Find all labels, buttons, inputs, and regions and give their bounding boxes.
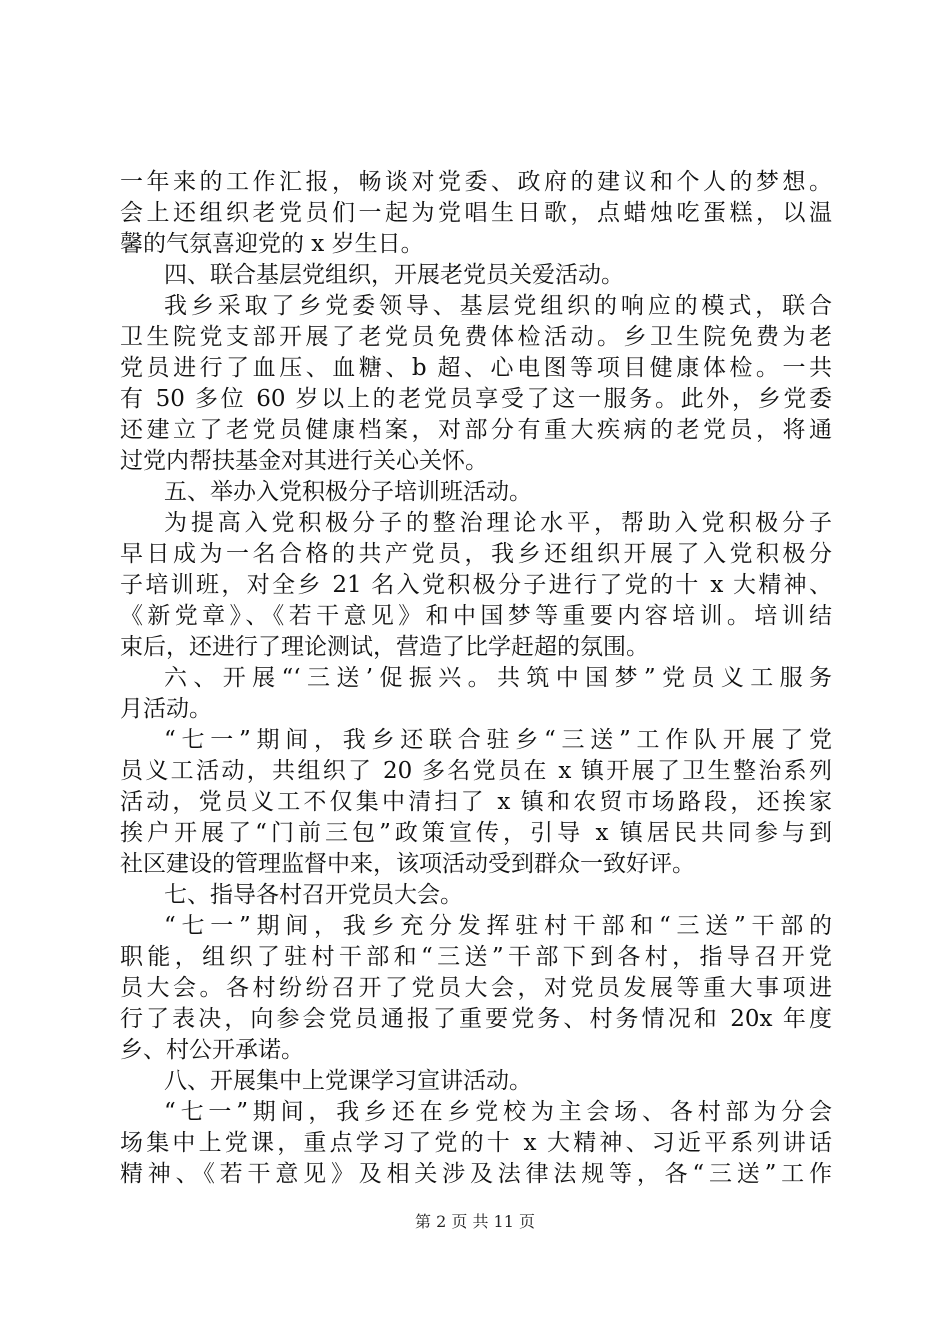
page-footer: 第 2 页 共 11 页 <box>415 1212 535 1231</box>
text-line: 员义工活动，共组织了 20 多名党员在 x 镇开展了卫生整治系列 <box>120 758 832 784</box>
text-line: 社区建设的管理监督中来，该项活动受到群众一致好评。 <box>120 851 695 877</box>
text-line: 六、开展“‘三送’促振兴。共筑中国梦”党员义工服务 <box>164 665 832 691</box>
text-line: 卫生院党支部开展了老党员免费体检活动。乡卫生院免费为老 <box>120 324 832 350</box>
text-line: 会上还组织老党员们一起为党唱生日歌，点蜡烛吃蛋糕，以温 <box>120 200 832 226</box>
text-line: 七、指导各村召开党员大会。 <box>164 882 463 908</box>
text-line: 党员进行了血压、血糖、b 超、心电图等项目健康体检。一共 <box>120 355 832 381</box>
text-line: 有 50 多位 60 岁以上的老党员享受了这一服务。此外，乡党委 <box>120 386 832 412</box>
text-line: 过党内帮扶基金对其进行关心关怀。 <box>120 448 488 474</box>
text-line: 为提高入党积极分子的整治理论水平，帮助入党积极分子 <box>164 510 832 536</box>
text-line: 精神、《若干意见》及相关涉及法律法规等，各“三送”工作 <box>120 1161 832 1187</box>
text-line: 一年来的工作汇报，畅谈对党委、政府的建议和个人的梦想。 <box>120 169 832 195</box>
text-line: 《新党章》、《若干意见》和中国梦等重要内容培训。培训结 <box>120 603 832 629</box>
text-line: 八、开展集中上党课学习宣讲活动。 <box>164 1068 532 1094</box>
text-line: 我乡采取了乡党委领导、基层党组织的响应的模式，联合 <box>164 293 832 319</box>
text-line: 月活动。 <box>120 696 212 722</box>
text-line: 馨的气氛喜迎党的 x 岁生日。 <box>120 231 424 257</box>
text-line: 五、举办入党积极分子培训班活动。 <box>164 479 532 505</box>
text-line: 活动，党员义工不仅集中清扫了 x 镇和农贸市场路段，还挨家 <box>120 789 832 815</box>
text-line: “七一”期间，我乡还在乡党校为主会场、各村部为分会 <box>164 1099 832 1125</box>
text-line: 场集中上党课，重点学习了党的十 x 大精神、习近平系列讲话 <box>120 1130 832 1156</box>
text-line: 子培训班，对全乡 21 名入党积极分子进行了党的十 x 大精神、 <box>120 572 832 598</box>
text-line: 职能，组织了驻村干部和“三送”干部下到各村，指导召开党 <box>120 944 832 970</box>
text-line: 行了表决，向参会党员通报了重要党务、村务情况和 20x 年度 <box>120 1006 832 1032</box>
document-body <box>120 167 832 1190</box>
text-line: “七一”期间，我乡充分发挥驻村干部和“三送”干部的 <box>164 913 832 939</box>
text-line: 员大会。各村纷纷召开了党员大会，对党员发展等重大事项进 <box>120 975 832 1001</box>
text-line: 乡、村公开承诺。 <box>120 1037 304 1063</box>
text-line: 束后，还进行了理论测试，营造了比学赶超的氛围。 <box>120 634 649 660</box>
text-line: 四、联合基层党组织，开展老党员关爱活动。 <box>164 262 624 288</box>
text-line: “七一”期间，我乡还联合驻乡“三送”工作队开展了党 <box>164 727 832 753</box>
text-line: 早日成为一名合格的共产党员，我乡还组织开展了入党积极分 <box>120 541 832 567</box>
text-line: 还建立了老党员健康档案，对部分有重大疾病的老党员，将通 <box>120 417 832 443</box>
text-line: 挨户开展了“门前三包”政策宣传，引导 x 镇居民共同参与到 <box>120 820 832 846</box>
